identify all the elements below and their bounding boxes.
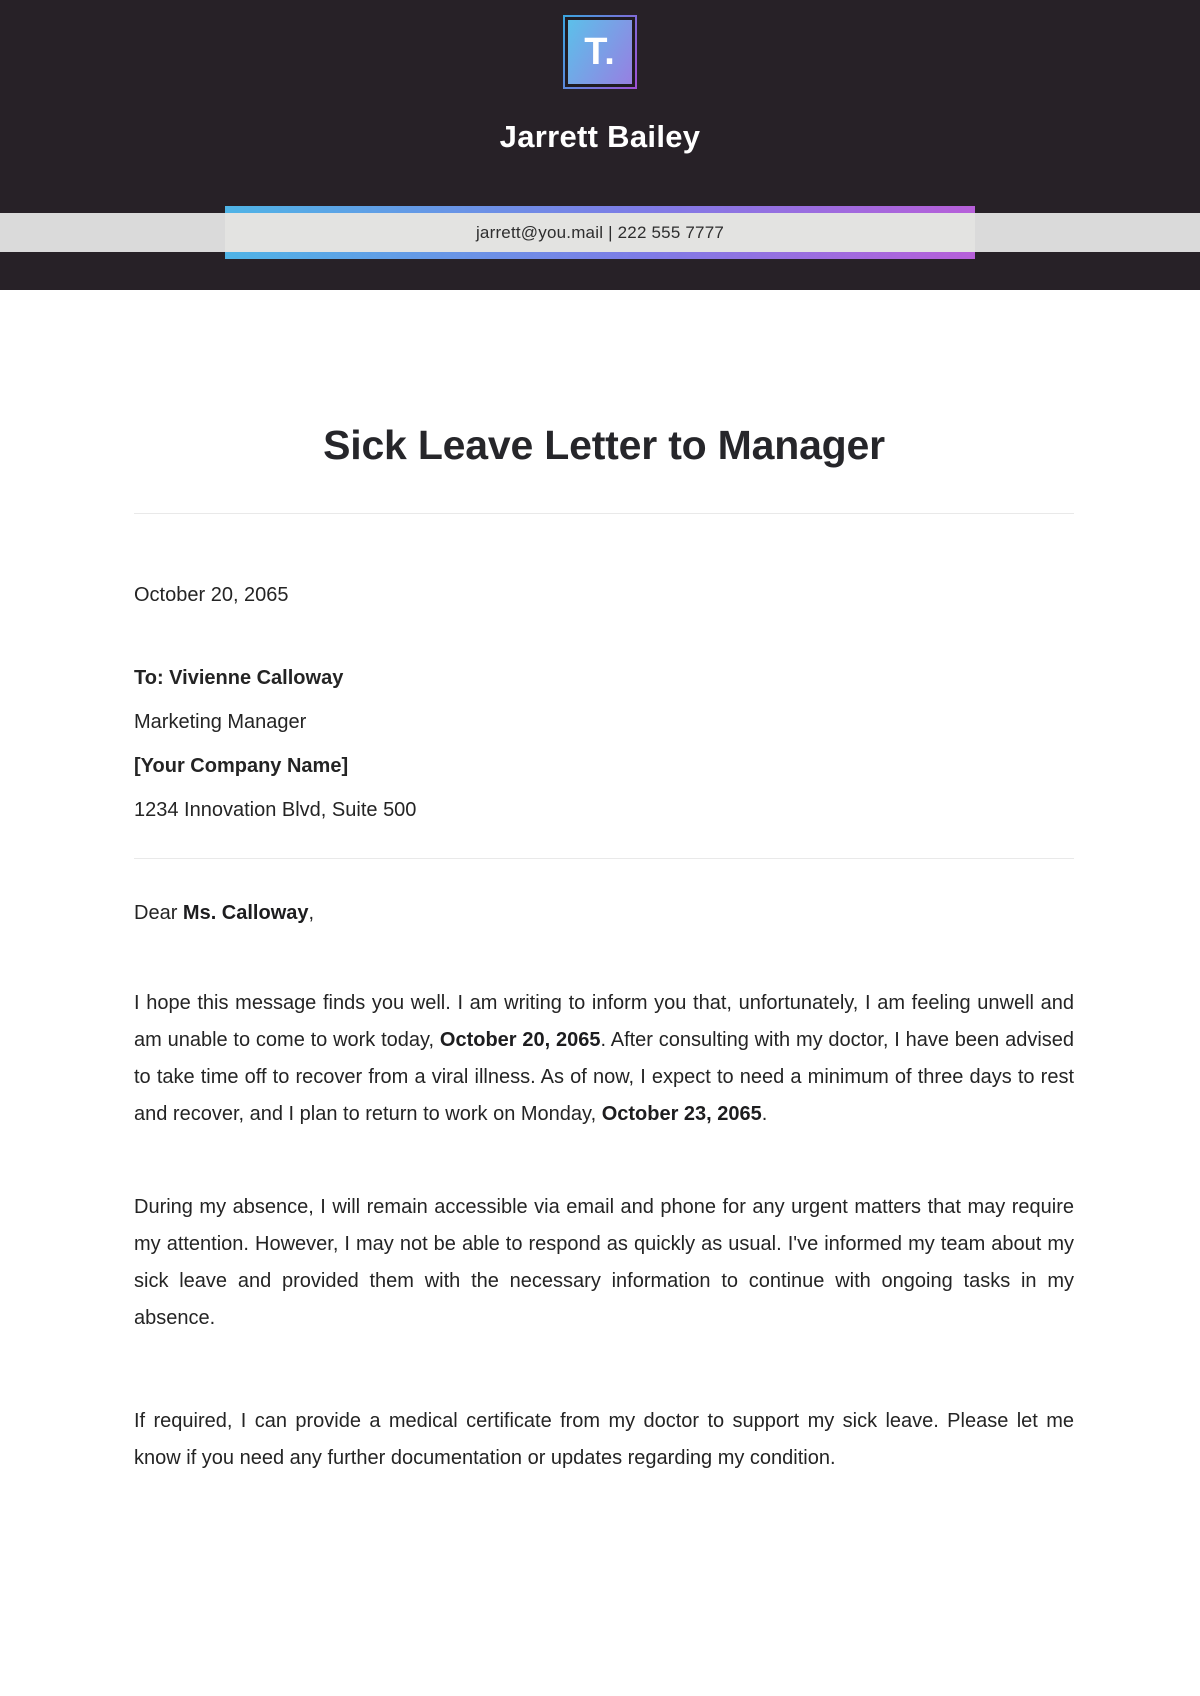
- contact-info: jarrett@you.mail | 222 555 7777: [475, 222, 725, 242]
- paragraph-text: .: [761, 1103, 768, 1125]
- letterhead: [0, 0, 1200, 290]
- divider: [134, 513, 1074, 514]
- salutation-name: Ms. Calloway: [182, 902, 309, 924]
- letter-paragraph: If required, I can provide a medical certificate from my doctor to support my sick leave. Please let me know if you need any further documentation or updates regarding my condition.: [134, 1410, 1074, 1469]
- letter-body: [0, 420, 1200, 1477]
- letter-paragraph: [134, 985, 1074, 1133]
- recipient-to-line: To: Vivienne Calloway: [134, 667, 344, 689]
- page-title: Sick Leave Letter to Manager: [323, 422, 885, 468]
- recipient-address: 1234 Innovation Blvd, Suite 500: [134, 799, 417, 821]
- recipient-role: Marketing Manager: [134, 711, 307, 733]
- paragraph-text: I hope this message finds you well. I am writing to inform you that, unfortunately, I am feeling unwell and am unable to come to work today,: [134, 992, 1074, 1051]
- author-name: Jarrett Bailey: [499, 119, 701, 154]
- letter-paragraph: During my absence, I will remain accessible via email and phone for any urgent matters that may require my attention. However, I may not be able to respond as quickly as usual. I've informed my team about my sick leave and provided them with the necessary information to continue with ongoing tasks in my absence.: [134, 1196, 1074, 1329]
- recipient-company: [Your Company Name]: [134, 755, 349, 777]
- logo-frame: [565, 17, 635, 87]
- recipient-block: [134, 656, 1074, 832]
- paragraph-text: . After consulting with my doctor, I have been advised to take time off to recover from a viral illness. As of now, I expect to need a minimum of three days to rest and recover, and I plan to return to work on Monday,: [134, 1029, 1075, 1125]
- paragraph-bold-date: October 20, 2065: [439, 1029, 601, 1051]
- salutation: [134, 899, 1074, 927]
- letter-date: October 20, 2065: [134, 584, 289, 606]
- paragraph-bold-date: October 23, 2065: [601, 1103, 762, 1125]
- logo-letter: T.: [568, 20, 632, 84]
- salutation-prefix: Dear: [134, 902, 183, 924]
- contact-strip: [225, 206, 975, 259]
- salutation-suffix: ,: [308, 902, 315, 924]
- brand-logo: [563, 15, 637, 89]
- divider: [134, 858, 1074, 859]
